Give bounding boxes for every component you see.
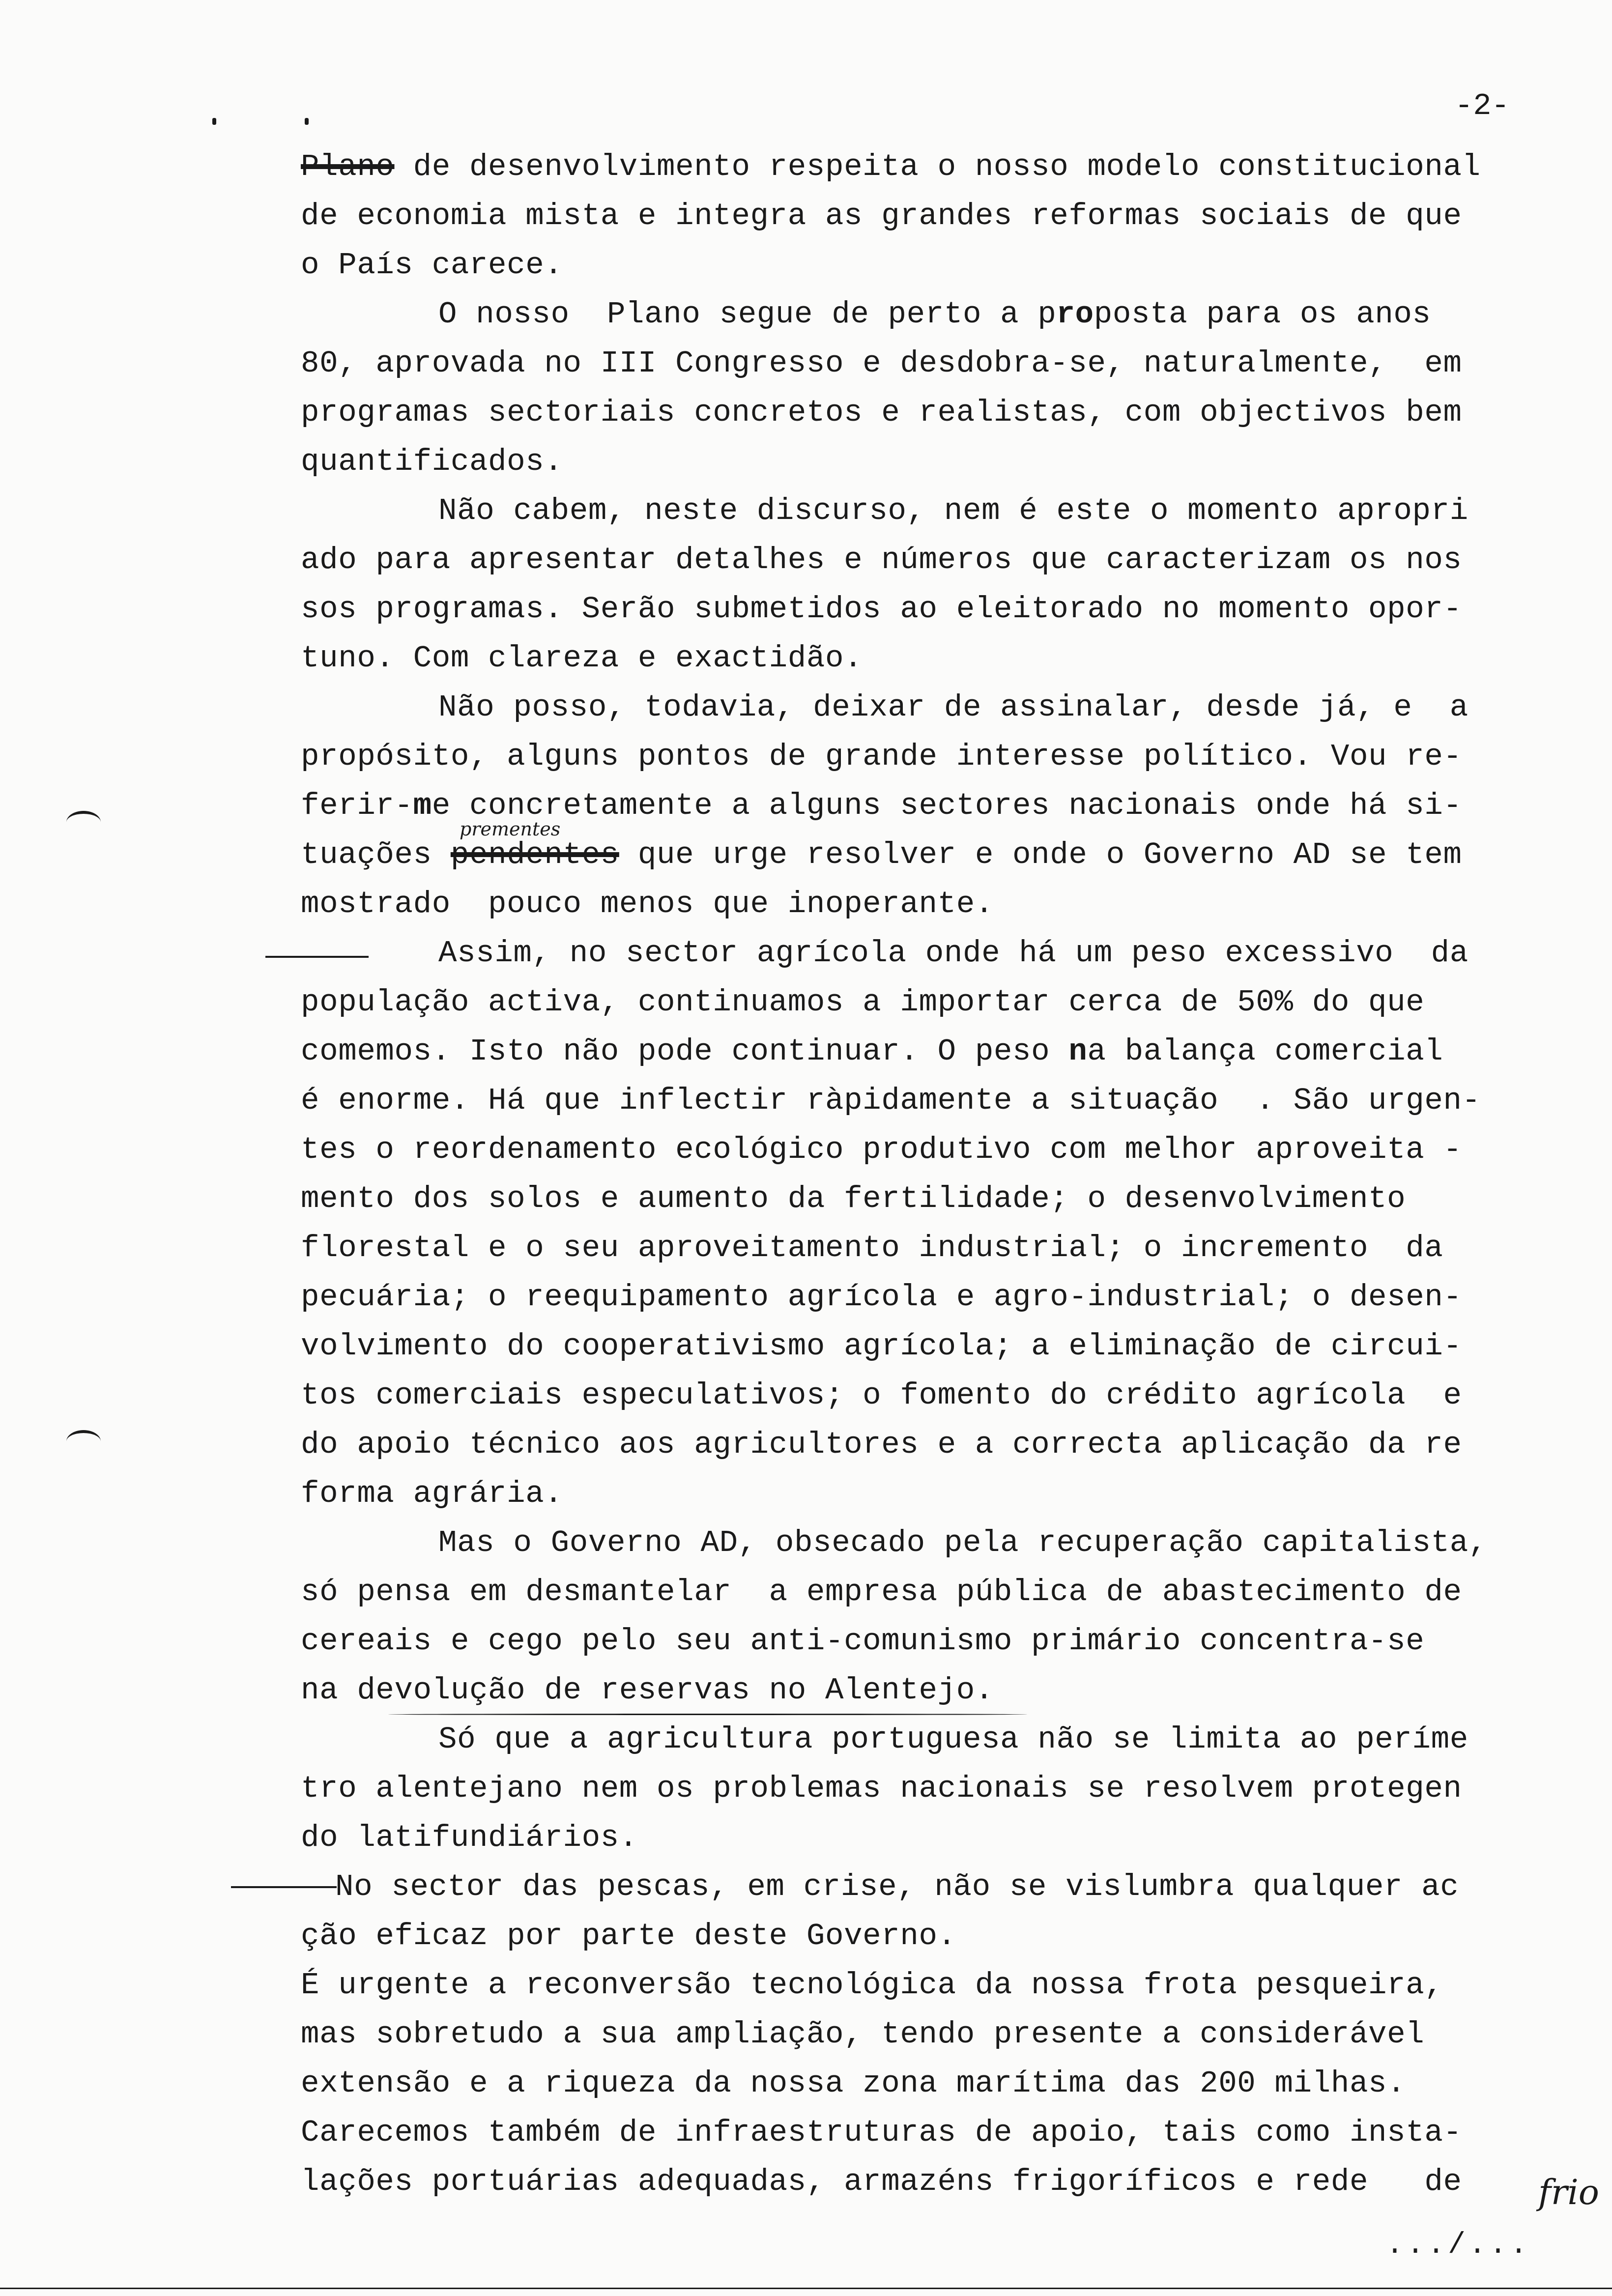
text-line: 80, aprovada no III Congresso e desdobra-se, naturalmente, em: [301, 346, 1462, 381]
text-line: tuno. Com clareza e exactidão.: [301, 641, 863, 676]
text-line: É urgente a reconversão tecnológica da nossa frota pesqueira,: [301, 1968, 1443, 2003]
text-line: ção eficaz por parte deste Governo.: [301, 1919, 956, 1953]
handwritten-insertion: prementes: [460, 818, 561, 840]
text-line: pecuária; o reequipamento agrícola e agro-industrial; o desen-: [301, 1280, 1462, 1315]
text-line: do apoio técnico aos agricultores e a correcta aplicação da re: [301, 1427, 1462, 1462]
text-line: população activa, continuamos a importar cerca de 50% do que: [301, 985, 1425, 1020]
text-line: tro alentejano nem os problemas nacionais se resolvem protegen: [301, 1771, 1462, 1806]
text-line: só pensa em desmantelar a empresa pública de abastecimento de: [301, 1575, 1462, 1609]
struck-word: pendentes: [450, 837, 619, 872]
bottom-rule: [0, 2288, 1612, 2289]
text-line: cereais e cego pelo seu anti-comunismo primário concentra-se: [301, 1624, 1425, 1659]
text-line: programas sectoriais concretos e realistas, com objectivos bem: [301, 395, 1462, 430]
text-line: comemos. Isto não pode continuar. O peso na balança comercial: [301, 1034, 1443, 1069]
handwritten-underline: [388, 1714, 1027, 1715]
text-line: tos comerciais especulativos; o fomento do crédito agrícola e: [301, 1378, 1462, 1413]
margin-arc-mark: [66, 1430, 101, 1453]
text-line: o País carece.: [301, 248, 563, 283]
document-body: [301, 143, 1539, 2207]
text-line: Não posso, todavia, deixar de assinalar, desde já, e a: [438, 690, 1468, 725]
text-line: ado para apresentar detalhes e números que caracterizam os nos: [301, 543, 1462, 577]
text-line: No sector das pescas, em crise, não se vislumbra qualquer ac: [335, 1869, 1459, 1904]
overwritten-letters: n: [1068, 1034, 1088, 1069]
text-line: lações portuárias adequadas, armazéns frigoríficos e rede de: [301, 2164, 1462, 2199]
overwritten-letters: m: [413, 788, 432, 823]
text-line: forma agrária.: [301, 1476, 563, 1511]
text-line: Não cabem, neste discurso, nem é este o momento apropri: [438, 493, 1468, 528]
text-line: extensão e a riqueza da nossa zona marítima das 200 milhas.: [301, 2066, 1406, 2101]
text-line: Só que a agricultura portuguesa não se limita ao períme: [438, 1722, 1468, 1757]
text-line: Plano de desenvolvimento respeita o nosso modelo constitucional: [301, 149, 1481, 184]
ink-speck: [305, 118, 309, 125]
text-line: O nosso Plano segue de perto a proposta para os anos: [438, 297, 1431, 332]
text-line: mento dos solos e aumento da fertilidade; o desenvolvimento: [301, 1181, 1406, 1216]
text-line: Mas o Governo AD, obsecado pela recuperação capitalista,: [438, 1525, 1487, 1560]
handwritten-addition: frio: [1538, 2172, 1599, 2212]
page-number: -2-: [1455, 88, 1510, 123]
text-line: do latifundiários.: [301, 1820, 638, 1855]
struck-word: Plano: [301, 149, 395, 184]
text-line: ferir-me concretamente a alguns sectores nacionais onde há si-: [301, 788, 1462, 823]
text-line: mostrado pouco menos que inoperante.: [301, 887, 994, 921]
continuation-mark: .../...: [1386, 2229, 1531, 2262]
ink-speck: [212, 118, 216, 125]
text-line: na devolução de reservas no Alentejo.: [301, 1673, 994, 1708]
overwritten-letters: ro: [1056, 297, 1094, 332]
text-line: mas sobretudo a sua ampliação, tendo presente a considerável: [301, 2017, 1425, 2052]
text-line: volvimento do cooperativismo agrícola; a eliminação de circui-: [301, 1329, 1462, 1364]
text-line: sos programas. Serão submetidos ao eleitorado no momento opor-: [301, 592, 1462, 627]
text-line: quantificados.: [301, 444, 563, 479]
text-line: Assim, no sector agrícola onde há um peso excessivo da: [438, 936, 1468, 971]
text-line: tes o reordenamento ecológico produtivo com melhor aproveita -: [301, 1132, 1462, 1167]
text-line: florestal e o seu aproveitamento industrial; o incremento da: [301, 1231, 1443, 1265]
margin-arc-mark: [66, 811, 101, 833]
text-line: de economia mista e integra as grandes reformas sociais de que: [301, 199, 1462, 233]
text-line: propósito, alguns pontos de grande interesse político. Vou re-: [301, 739, 1462, 774]
text-line: tuações pendentes que urge resolver e onde o Governo AD se tem: [301, 837, 1462, 872]
text-line: Carecemos também de infraestruturas de apoio, tais como insta-: [301, 2115, 1462, 2150]
text-line: é enorme. Há que inflectir ràpidamente a situação . São urgen-: [301, 1083, 1481, 1118]
